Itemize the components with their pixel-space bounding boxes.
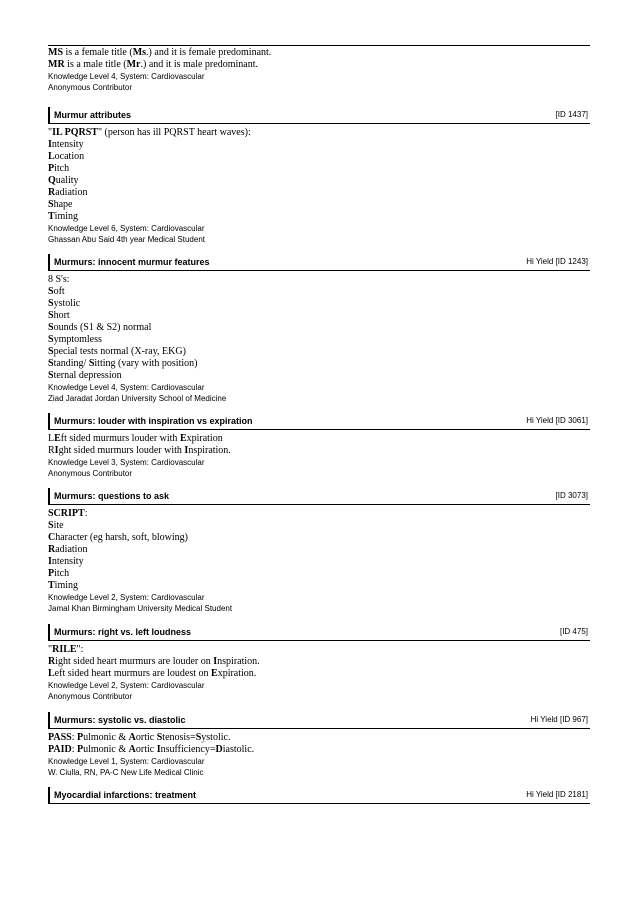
entry-meta: [ID 1437] xyxy=(555,110,588,119)
entry-header xyxy=(48,624,590,641)
body-line: 8 S's: xyxy=(48,274,70,285)
entry-title: Murmurs: right vs. left loudness xyxy=(54,627,192,637)
entry-body xyxy=(48,729,590,778)
entry xyxy=(48,488,590,614)
entry-body xyxy=(48,804,590,807)
entry-title: Myocardial infarctions: treatment xyxy=(54,790,197,800)
entry xyxy=(48,624,590,702)
body-line: Systolic xyxy=(48,298,81,309)
entry-header xyxy=(48,712,590,729)
body-line: Sternal depression xyxy=(48,370,122,381)
entry xyxy=(48,413,590,479)
entry-body xyxy=(48,271,590,404)
body-line: Sounds (S1 & S2) normal xyxy=(48,322,152,333)
contributor: Jamal Khan Birmingham University Medical Student xyxy=(48,604,233,613)
body-line: Short xyxy=(48,310,70,321)
contributor: W. Ciulla, RN, PA-C New Life Medical Clinic xyxy=(48,768,204,777)
entry-title: Murmurs: questions to ask xyxy=(54,491,170,501)
entry-title: Murmur attributes xyxy=(54,110,132,120)
knowledge-level: Knowledge Level 4, System: Cardiovascular xyxy=(48,72,205,81)
entry-meta: Hi Yield [ID 1243] xyxy=(526,257,588,266)
contributor: Ziad Jaradat Jordan University School of Medicine xyxy=(48,394,227,403)
entry-body xyxy=(48,124,590,245)
body-line: Timing xyxy=(48,580,79,591)
entry-title: Murmurs: innocent murmur features xyxy=(54,257,210,267)
entry xyxy=(48,254,590,404)
body-line: "RILE": xyxy=(48,644,84,655)
entry-title: Murmurs: louder with inspiration vs expiration xyxy=(54,416,253,426)
body-line: Intensity xyxy=(48,556,84,567)
top-divider xyxy=(48,45,590,46)
body-line: Left sided heart murmurs are loudest on Expiration. xyxy=(48,668,257,679)
body-line: SCRIPT: xyxy=(48,508,88,519)
body-line: Pitch xyxy=(48,568,70,579)
body-line: Right sided heart murmurs are louder on Inspiration. xyxy=(48,656,260,667)
body-line: Character (eg harsh, soft, blowing) xyxy=(48,532,188,543)
entry-meta: [ID 3073] xyxy=(555,491,588,500)
entry xyxy=(48,787,590,807)
body-line: Special tests normal (X-ray, EKG) xyxy=(48,346,186,357)
body-line: PAID: Pulmonic & Aortic Insufficiency=Diastolic. xyxy=(48,744,255,755)
entry-body xyxy=(48,430,590,479)
body-line: LEft sided murmurs louder with Expiration xyxy=(48,433,223,444)
body-line: Radiation xyxy=(48,544,88,555)
entry-meta: Hi Yield [ID 2181] xyxy=(526,790,588,799)
entry-header xyxy=(48,107,590,124)
entry-header xyxy=(48,488,590,505)
body-line: RIght sided murmurs louder with Inspiration. xyxy=(48,445,231,456)
contributor: Ghassan Abu Said 4th year Medical Student xyxy=(48,235,205,244)
entry-title: Murmurs: systolic vs. diastolic xyxy=(54,715,186,725)
knowledge-level: Knowledge Level 4, System: Cardiovascular xyxy=(48,383,205,392)
contributor: Anonymous Contributor xyxy=(48,83,133,92)
entry-meta: Hi Yield [ID 3061] xyxy=(526,416,588,425)
body-line: Site xyxy=(48,520,64,531)
entry-header xyxy=(48,254,590,271)
body-line: MR is a male title (Mr.) and it is male predominant. xyxy=(48,59,258,70)
prelude-entry xyxy=(48,47,590,93)
body-line: Quality xyxy=(48,175,79,186)
body-line: Symptomless xyxy=(48,334,102,345)
entry-meta: [ID 475] xyxy=(559,627,588,636)
entry-meta: Hi Yield [ID 967] xyxy=(530,715,588,724)
knowledge-level: Knowledge Level 3, System: Cardiovascular xyxy=(48,458,205,467)
body-line: "IL PQRST" (person has ill PQRST heart waves): xyxy=(48,127,251,138)
body-line: Soft xyxy=(48,286,65,297)
contributor: Anonymous Contributor xyxy=(48,692,133,701)
body-line: Location xyxy=(48,151,85,162)
knowledge-level: Knowledge Level 2, System: Cardiovascular xyxy=(48,681,205,690)
entry-header xyxy=(48,787,590,804)
contributor: Anonymous Contributor xyxy=(48,469,133,478)
body-line: Shape xyxy=(48,199,73,210)
body-line: Radiation xyxy=(48,187,88,198)
knowledge-level: Knowledge Level 1, System: Cardiovascular xyxy=(48,757,205,766)
body-line: PASS: Pulmonic & Aortic Stenosis=Systolic. xyxy=(48,732,231,743)
entry-header xyxy=(48,413,590,430)
body-line: Timing xyxy=(48,211,79,222)
entry xyxy=(48,107,590,245)
entry xyxy=(48,712,590,778)
knowledge-level: Knowledge Level 2, System: Cardiovascular xyxy=(48,593,205,602)
entry-body xyxy=(48,505,590,614)
prelude-lines xyxy=(48,47,590,71)
body-line: MS is a female title (Ms.) and it is female predominant. xyxy=(48,47,272,58)
body-line: Standing/ Sitting (vary with position) xyxy=(48,358,198,369)
body-line: Pitch xyxy=(48,163,70,174)
knowledge-level: Knowledge Level 6, System: Cardiovascular xyxy=(48,224,205,233)
entry-body xyxy=(48,641,590,702)
body-line: Intensity xyxy=(48,139,84,150)
